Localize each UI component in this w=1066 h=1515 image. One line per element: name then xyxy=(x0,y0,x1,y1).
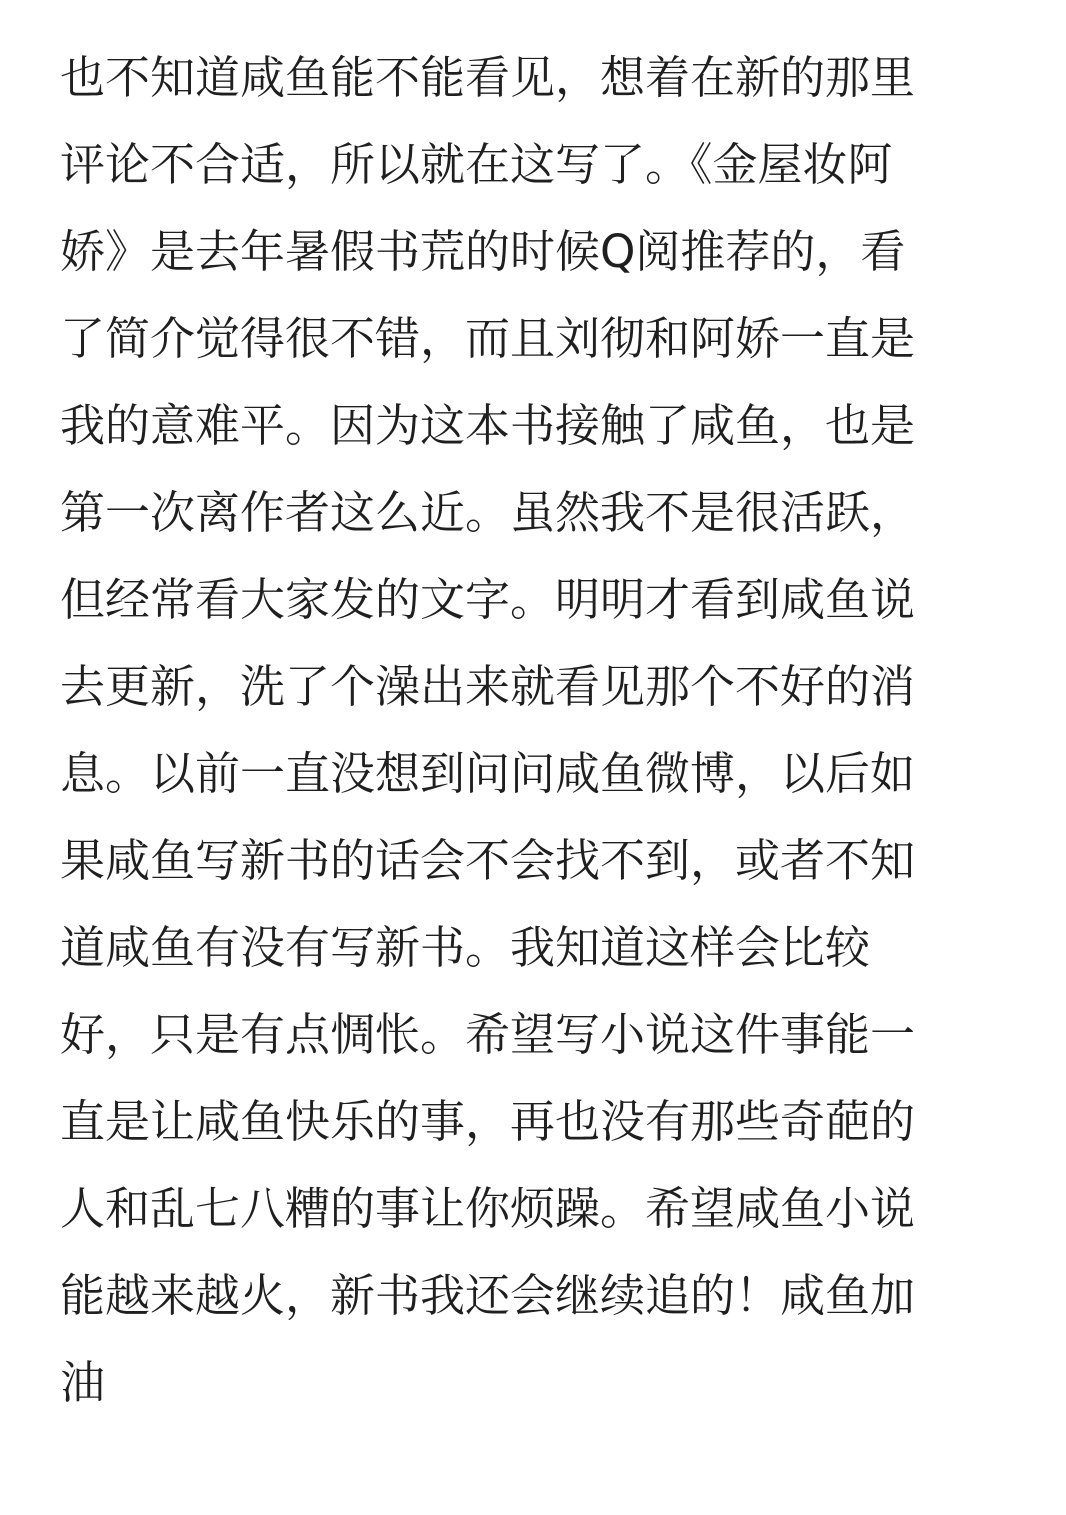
post-line: 油 xyxy=(60,1356,106,1409)
post-line: 去更新，洗了个澡出来就看见那个不好的消 xyxy=(60,660,916,713)
post-line: 好，只是有点惆怅。希望写小说这件事能一 xyxy=(60,1008,916,1061)
post-line: 了简介觉得很不错，而且刘彻和阿娇一直是 xyxy=(60,312,916,365)
post-line: 也不知道咸鱼能不能看见，想着在新的那里 xyxy=(60,51,916,104)
post-line: 能越来越火，新书我还会继续追的！咸鱼加 xyxy=(60,1269,916,1322)
post-line: 果咸鱼写新书的话会不会找不到，或者不知 xyxy=(60,834,916,887)
post-body xyxy=(60,34,990,1426)
post-line: 评论不合适，所以就在这写了。《金屋妆阿 xyxy=(60,138,893,191)
post-line: 直是让咸鱼快乐的事，再也没有那些奇葩的 xyxy=(60,1095,916,1148)
post-line: 道咸鱼有没有写新书。我知道这样会比较 xyxy=(60,921,871,974)
post-line: 人和乱七八糟的事让你烦躁。希望咸鱼小说 xyxy=(60,1182,916,1235)
post-line: 娇》是去年暑假书荒的时候Q阅推荐的，看 xyxy=(60,225,906,278)
post-line: 我的意难平。因为这本书接触了咸鱼，也是 xyxy=(60,399,916,452)
post-line: 第一次离作者这么近。虽然我不是很活跃， xyxy=(60,486,916,539)
post-line: 但经常看大家发的文字。明明才看到咸鱼说 xyxy=(60,573,916,626)
post-line: 息。以前一直没想到问问咸鱼微博，以后如 xyxy=(60,747,916,800)
